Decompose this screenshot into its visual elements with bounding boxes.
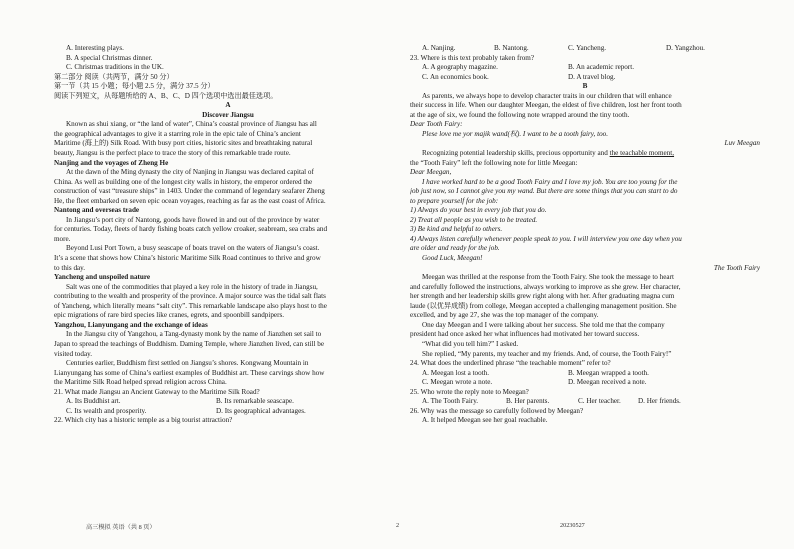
section-subheading: Nanjing and the voyages of Zheng He xyxy=(54,158,169,167)
question-23: 23. Where is this text probably taken from? xyxy=(410,53,535,62)
paragraph-line: Maritime (海上的) Silk Road. With busy port cities, historic sites and breathtaking natural xyxy=(54,139,313,148)
option-c: C. An economics book. xyxy=(422,72,489,81)
question-21-options-row xyxy=(54,407,402,417)
question-24-options-row xyxy=(410,378,760,388)
option-b: B. Nantong. xyxy=(494,44,529,52)
paragraph-line: As parents, we always hope to develop character traits in our children that will enhance xyxy=(422,91,672,100)
paragraph-line: “What did you tell him?” I asked. xyxy=(422,339,519,348)
option-a: A. A geography magazine. xyxy=(422,63,498,72)
section-heading: 第一节（共 15 小题；每小题 2.5 分，满分 37.5 分） xyxy=(54,82,215,91)
question-21-options-row xyxy=(54,397,402,407)
question-26: 26. Why was the message so carefully followed by Meegan? xyxy=(410,406,584,415)
option-b: B. Its remarkable seascape. xyxy=(216,397,294,406)
paragraph-line: for centuries. Today, fleets of hardy fishing boats catch yellow croaker, seabream, sea crabs and xyxy=(54,225,328,234)
paragraph-line: more. xyxy=(54,234,71,243)
question-21: 21. What made Jiangsu an Ancient Gateway to the Maritime Silk Road? xyxy=(54,387,260,396)
paragraph-line: In Jiangsu’s port city of Nantong, goods have flowed in and out of the province by water xyxy=(66,215,320,224)
paragraph-line: visited today. xyxy=(54,349,93,358)
note-line: 3) Be kind and helpful to others. xyxy=(410,225,503,234)
note-line: to prepare yourself for the job: xyxy=(410,196,499,205)
paragraph-line: Meegan was thrilled at the response from the Tooth Fairy. She took the message to heart xyxy=(422,273,674,282)
option-line: B. A special Christmas dinner. xyxy=(66,53,153,62)
note-signature: The Tooth Fairy xyxy=(713,263,760,272)
option-line: A. It helped Meegan see her goal reachable. xyxy=(422,416,548,425)
note-line: Good Luck, Meegan! xyxy=(422,254,483,263)
section-subheading: Nantong and overseas trade xyxy=(54,206,140,215)
note-line: job just now, so I cannot give you my wand. But there are some things that you can start to do xyxy=(410,187,678,196)
note-line: Dear Meegan, xyxy=(410,168,452,177)
paragraph-line: beauty, Jiangsu is the perfect place to trace the story of this remarkable trade route. xyxy=(54,149,291,158)
option-d: D. Her friends. xyxy=(638,397,681,406)
note-line: I have worked hard to be a good Tooth Fairy and I love my job. You are too young for the xyxy=(422,177,678,186)
passage-letter: B xyxy=(582,82,588,91)
footer-exam-info: 高三模拟 英语（共 8 页） xyxy=(86,524,156,531)
note-line: 2) Treat all people as you wish to be treated. xyxy=(410,215,538,224)
option-b: B. An academic report. xyxy=(568,63,635,72)
paragraph-line: the “Tooth Fairy” left the following note for little Meegan: xyxy=(410,158,578,167)
paragraph-line: at the age of six, we found the following note wrapped around the tiny tooth. xyxy=(410,110,630,119)
paragraph-line: the geographical advantages to give it a starring role in the epic tale of China’s ancient xyxy=(54,129,301,138)
paragraph-line: Centuries earlier, Buddhism first settled on Jiangsu’s shores. Kongwang Mountain in xyxy=(66,359,309,368)
right-column xyxy=(410,44,760,426)
paragraph-line: In the Jiangsu city of Yangzhou, a Tang-dynasty monk by the name of Jianzhen set sail to xyxy=(66,330,322,339)
option-c: C. Yancheng. xyxy=(568,44,607,52)
note-line: Plese love me yor majik wand(权). I want to be a tooth fairy, too. xyxy=(422,129,609,138)
section-subheading: Yancheng and unspoiled nature xyxy=(54,273,151,282)
paragraph-line: Salt was one of the commodities that played a key role in the history of trade in Jiangsu, xyxy=(66,282,318,291)
paragraph-line: and carefully followed the instructions, always working to improve as she grew. Her character, xyxy=(410,282,681,291)
question-23-options-row xyxy=(410,73,760,83)
paragraph-line: of Yancheng, which literally means “salt city”. This remarkable landscape also plays host to the xyxy=(54,301,327,310)
question-24-options-row xyxy=(410,369,760,379)
option-a: A. The Tooth Fairy. xyxy=(422,397,479,406)
question-22: 22. Which city has a historic temple as a big tourist attraction? xyxy=(54,416,233,425)
paragraph-line: One day Meegan and I were talking about her success. She told me that the company xyxy=(422,320,665,329)
footer-page-number: 2 xyxy=(396,522,400,529)
note-signature: Luv Meegan xyxy=(724,139,760,148)
paragraph-line: epic migrations of rare bird species like cranes, egrets, and spoonbill sandpipers. xyxy=(54,311,285,320)
paragraph-line xyxy=(410,149,760,159)
option-b: B. Her parents. xyxy=(506,397,550,406)
option-line: C. Christmas traditions in the UK. xyxy=(66,63,164,72)
paragraph-line: At the dawn of the Ming dynasty the city of Nanjing in Jiangsu was declared capital of xyxy=(66,168,314,177)
note-line: Dear Tooth Fairy: xyxy=(410,120,463,129)
note-line: are older and ready for the job. xyxy=(410,244,500,253)
text-span: Recognizing potential leadership skills, precious opportunity and xyxy=(422,149,610,158)
question-23-options-row xyxy=(410,63,760,73)
option-c: C. Her teacher. xyxy=(578,397,621,406)
option-a: A. Nanjing. xyxy=(422,44,456,52)
paragraph-line: her strength and her leadership skills grew right along with her. After graduating magna cum xyxy=(410,292,675,301)
option-c: C. Meegan wrote a note. xyxy=(422,378,493,387)
option-line: A. Interesting plays. xyxy=(66,44,124,52)
option-b: B. Meegan wrapped a tooth. xyxy=(568,368,649,377)
paragraph-line: She replied, “My parents, my teacher and my friends. And, of course, the Tooth Fairy!” xyxy=(422,349,672,358)
part-heading: 第二部分 阅读（共两节，满分 50 分） xyxy=(54,72,174,81)
paragraph-line: It’s a scene that shows how China’s historic Maritime Silk Road continues to thrive and grow xyxy=(54,254,321,263)
note-line: 1) Always do your best in every job that you do. xyxy=(410,206,547,215)
paragraph-line: Beyond Lusi Port Town, a busy seascape of boats travel on the waters of Jiangsu’s coast. xyxy=(66,244,320,253)
instruction: 阅读下列短文，从每题所给的 A、B、C、D 四个选项中选出最佳选项。 xyxy=(54,91,278,100)
paragraph-line: laude (以优异成绩) from college, Meegan accepted a challenging management position. She xyxy=(410,301,677,310)
question-25: 25. Who wrote the reply note to Meegan? xyxy=(410,387,529,396)
paragraph-line: He, the fleet embarked on seven epic ocean voyages, reaching as far as the east coast of Africa. xyxy=(54,196,326,205)
option-a: A. Meegan lost a tooth. xyxy=(422,368,490,377)
question-24: 24. What does the underlined phrase “the teachable moment” refer to? xyxy=(410,359,611,368)
paragraph-line: contributing to the wealth and prosperity of the province. A major source was the tidal salt flats xyxy=(54,292,326,301)
option-d: D. Meegan received a note. xyxy=(568,378,647,387)
paragraph-line: Japan to spread the teachings of Buddhism. Daming Temple, where Jianzhen lived, can still be xyxy=(54,339,325,348)
footer-date-code: 20230527 xyxy=(560,522,585,529)
option-a: A. Its Buddhist art. xyxy=(66,397,121,406)
paragraph-line: to this day. xyxy=(54,263,86,272)
option-d: D. Yangzhou. xyxy=(666,44,705,52)
paragraph-line: president had once asked her what influences had motivated her toward success. xyxy=(410,330,640,339)
paragraph-line: their success in life. When our daughter Meegan, the eldest of five children, lost her front tooth xyxy=(410,101,682,110)
option-d: D. Its geographical advantages. xyxy=(216,406,306,415)
option-c: C. Its wealth and prosperity. xyxy=(66,406,147,415)
paragraph-line: Known as shui xiang, or “the land of water”, China’s coastal province of Jiangsu has all xyxy=(66,120,317,129)
section-subheading: Yangzhou, Lianyungang and the exchange of ideas xyxy=(54,320,208,329)
passage-title: Discover Jiangsu xyxy=(202,110,254,119)
note-line: 4) Always listen carefully whenever people speak to you. I will interview you one day when you xyxy=(410,234,682,243)
passage-letter: A xyxy=(225,101,231,110)
left-column xyxy=(54,44,402,426)
paragraph-line: China. As well as building one of the longest city walls in history, the emperor ordered the xyxy=(54,177,313,186)
underlined-phrase: the teachable moment, xyxy=(609,149,675,158)
question-25-options-row xyxy=(410,397,760,407)
paragraph-line: construction of vast “treasure ships” in 1403. Under the command of legendary seafarer Zheng xyxy=(54,187,325,196)
paragraph-line: excelled, and by age 27, she was the top manager of the company. xyxy=(410,311,599,320)
paragraph-line: Lianyungang has some of China’s earliest examples of Buddhist art. These carvings show how xyxy=(54,368,325,377)
question-22-options-row xyxy=(410,44,760,54)
option-d: D. A travel blog. xyxy=(568,72,616,81)
paragraph-line: the Maritime Silk Road helped spread religion across China. xyxy=(54,378,227,387)
